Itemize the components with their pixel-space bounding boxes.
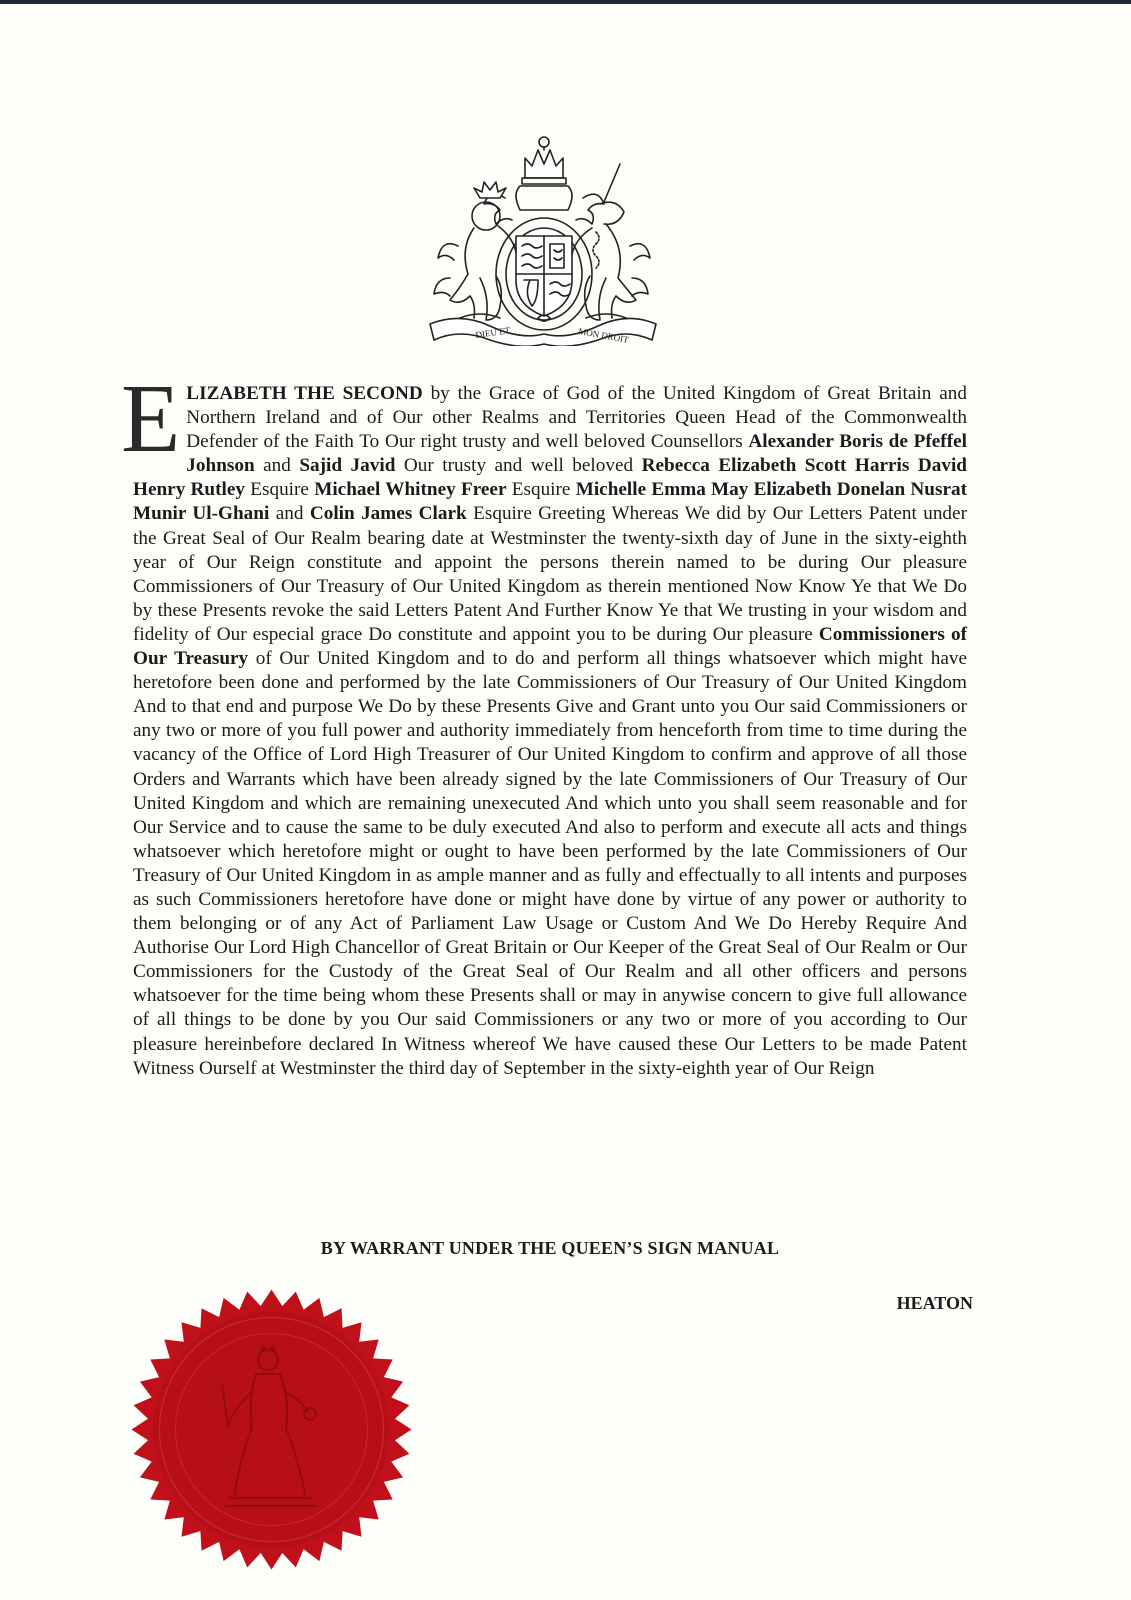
text-segment: Esquire Greeting Whereas We did by Our Letters Patent under the Great Seal of Our Realm bearing date at Westminster the twenty-sixth day of June in the sixty-eighth year of Our Reign constitute and appoint the persons therein named to be during Our pleasure Commissioners of Our Treasury of Our United Kingdom as therein mentioned Now Know Ye that We Do by these Presents revoke the said Letters Patent And Further Know Ye that We trusting in your wisdom and fidelity of Our especial grace Do constitute and appoint you to be during Our pleasure	[133, 503, 967, 645]
commissioner-name: Michelle Emma May Elizabeth Donelan	[575, 479, 906, 501]
crest-motto-left: DIEU ET	[474, 325, 511, 340]
commissioner-name: Colin James Clark	[309, 503, 467, 525]
signatory-name: HEATON	[896, 1293, 973, 1313]
letters-patent-body	[121, 365, 968, 1081]
crest-motto-right: MON DROIT	[577, 326, 630, 345]
commissioner-name: Sajid Javid	[299, 455, 396, 477]
text-segment: and	[254, 455, 300, 477]
text-segment: Our trusty and well beloved	[395, 455, 642, 477]
office-title: Commissioners of Our Treasury	[133, 623, 967, 670]
commissioner-name: David Henry Rutley	[133, 455, 967, 501]
top-rule	[0, 0, 1131, 4]
royal-coat-of-arms-icon	[420, 128, 665, 346]
wax-seal-icon	[130, 1288, 413, 1571]
commissioner-name: Alexander Boris de Pfeffel Johnson	[186, 431, 967, 477]
commissioner-name: Nusrat Munir Ul-Ghani	[133, 479, 968, 525]
text-segment: by the Grace of God of the United Kingdom of Great Britain and Northern Ireland and of Our other Realms and Territories Queen Head of the Commonwealth Defender of the Faith To Our right trusty and well beloved Counsellors	[186, 383, 967, 453]
commissioner-name: Michael Whitney Freer	[314, 479, 507, 501]
text-segment	[909, 455, 917, 476]
text-segment: Esquire	[245, 479, 315, 501]
sovereign-title: LIZABETH THE SECOND	[186, 383, 423, 404]
commissioner-name: Rebecca Elizabeth Scott Harris	[641, 455, 910, 477]
drop-cap: E	[121, 365, 181, 472]
text-segment: of Our United Kingdom and to do and perform all things whatsoever which might have heretofore been done and performed by the late Commissioners of Our Treasury of Our United Kingdom And to that end and purpose We Do by these Presents Give and Grant unto you Our said Commissioners or any two or more of you full power and authority immediately from henceforth from time to time during the vacancy of the Office of Lord High Treasurer of Our United Kingdom to confirm and approve of all those Orders and Warrants which have been already signed by the late Commissioners of Our Treasury of Our United Kingdom and which are remaining unexecuted And which unto you shall seem reasonable and for Our Service and to cause the same to be duly executed And also to perform and execute all acts and things whatsoever which heretofore might or ought to have been performed by the late Commissioners of Our Treasury of Our United Kingdom in as ample manner and as fully and effectually to all intents and purposes as such Commissioners heretofore have done or might have done by virtue of any power or authority to them belonging or of any Act of Parliament Law Usage or Custom And We Do Hereby Require And Authorise Our Lord High Chancellor of Great Britain or Our Keeper of the Great Seal of Our Realm or Our Commissioners for the Custody of the Great Seal of Our Realm and all other officers and persons whatsoever for the time being whom these Presents shall or may in anywise concern to give full allowance of all things to be done by you Our said Commissioners or any two or more of you according to Our pleasure hereinbefore declared In Witness whereof We have caused these Our Letters to be made Patent Witness Ourself at Westminster the third day of September in the sixty-eighth year of Our Reign	[133, 648, 968, 1079]
warrant-line: BY WARRANT UNDER THE QUEEN’S SIGN MANUAL	[320, 1238, 780, 1258]
text-segment: and	[269, 503, 310, 525]
text-segment: Esquire	[506, 479, 576, 501]
